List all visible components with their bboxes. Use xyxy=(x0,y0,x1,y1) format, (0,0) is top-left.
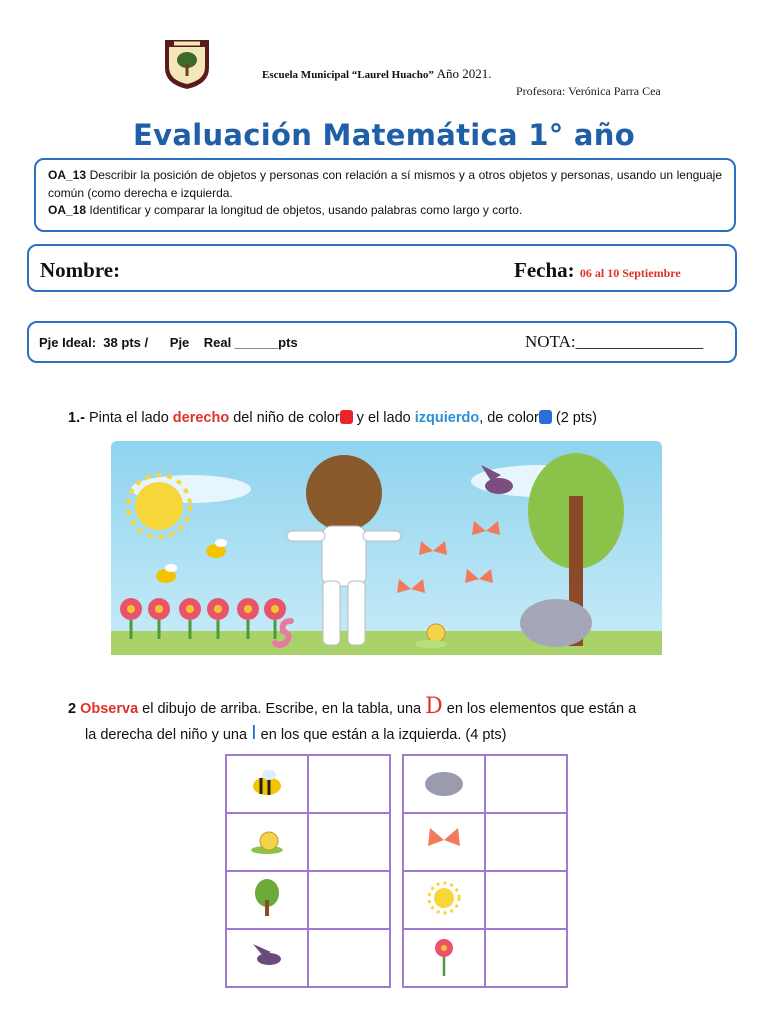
answer-cell[interactable] xyxy=(308,755,390,813)
objectives-box xyxy=(34,158,736,232)
objective-oa18: OA_18 Identificar y comparar la longitud de objetos, usando palabras como largo y corto. xyxy=(48,203,523,217)
bird-icon xyxy=(247,941,287,971)
rock-icon xyxy=(422,766,466,798)
table-cell-rock xyxy=(403,755,485,813)
student-info-box xyxy=(27,244,737,292)
answer-cell[interactable] xyxy=(308,871,390,929)
table-cell-bee xyxy=(226,755,308,813)
sun-icon xyxy=(424,878,464,918)
page-title: Evaluación Matemática 1° año xyxy=(133,118,635,152)
right-answer-table xyxy=(402,754,568,988)
objective-oa13: OA_13 Describir la posición de objetos y personas con relación a sí mismos y a otros objetos y personas, usando un lenguaje común (como derecha e izquierda. xyxy=(48,168,722,200)
letter-d-icon: D xyxy=(425,694,443,719)
snail-icon xyxy=(247,824,287,856)
question-2: 2 Observa el dibujo de arriba. Escribe, en la tabla, una D en los elementos que están a la derecha del niño y una I en los que están a la izquierda. (4 pts) xyxy=(68,694,637,744)
rock-icon xyxy=(520,599,592,647)
score-box xyxy=(27,321,737,363)
name-label: Nombre: xyxy=(40,258,121,282)
scene-illustration xyxy=(111,441,662,655)
school-name: Escuela Municipal “Laurel Huacho” Año 2021. xyxy=(262,66,492,81)
red-color-swatch xyxy=(340,410,353,424)
tree-icon xyxy=(247,878,287,918)
question-1: 1.- Pinta el lado derecho del niño de color y el lado izquierdo, de color (2 pts) xyxy=(68,410,597,426)
date-value: 06 al 10 Septiembre xyxy=(579,266,681,280)
blue-color-swatch xyxy=(539,410,552,424)
table-cell-sun xyxy=(403,871,485,929)
letter-i-icon: I xyxy=(251,722,257,744)
table-cell-snail xyxy=(226,813,308,871)
butterfly-icon xyxy=(424,823,464,857)
answer-cell[interactable] xyxy=(485,871,567,929)
table-cell-tree xyxy=(226,871,308,929)
grade-field: NOTA:_______________ xyxy=(525,332,704,351)
answer-cell[interactable] xyxy=(485,755,567,813)
answer-cell[interactable] xyxy=(308,929,390,987)
left-answer-table xyxy=(225,754,391,988)
answer-cell[interactable] xyxy=(485,929,567,987)
date-field: Fecha: 06 al 10 Septiembre xyxy=(514,258,681,282)
answer-cell[interactable] xyxy=(485,813,567,871)
teacher-name: Profesora: Verónica Parra Cea xyxy=(516,84,661,98)
answer-cell[interactable] xyxy=(308,813,390,871)
table-cell-butterfly xyxy=(403,813,485,871)
table-cell-flower xyxy=(403,929,485,987)
score-ideal: Pje Ideal: 38 pts / Pje Real ______pts xyxy=(39,335,298,350)
bee-icon xyxy=(247,766,287,798)
table-cell-bird xyxy=(226,929,308,987)
flower-icon xyxy=(429,934,459,978)
school-logo xyxy=(161,38,213,90)
